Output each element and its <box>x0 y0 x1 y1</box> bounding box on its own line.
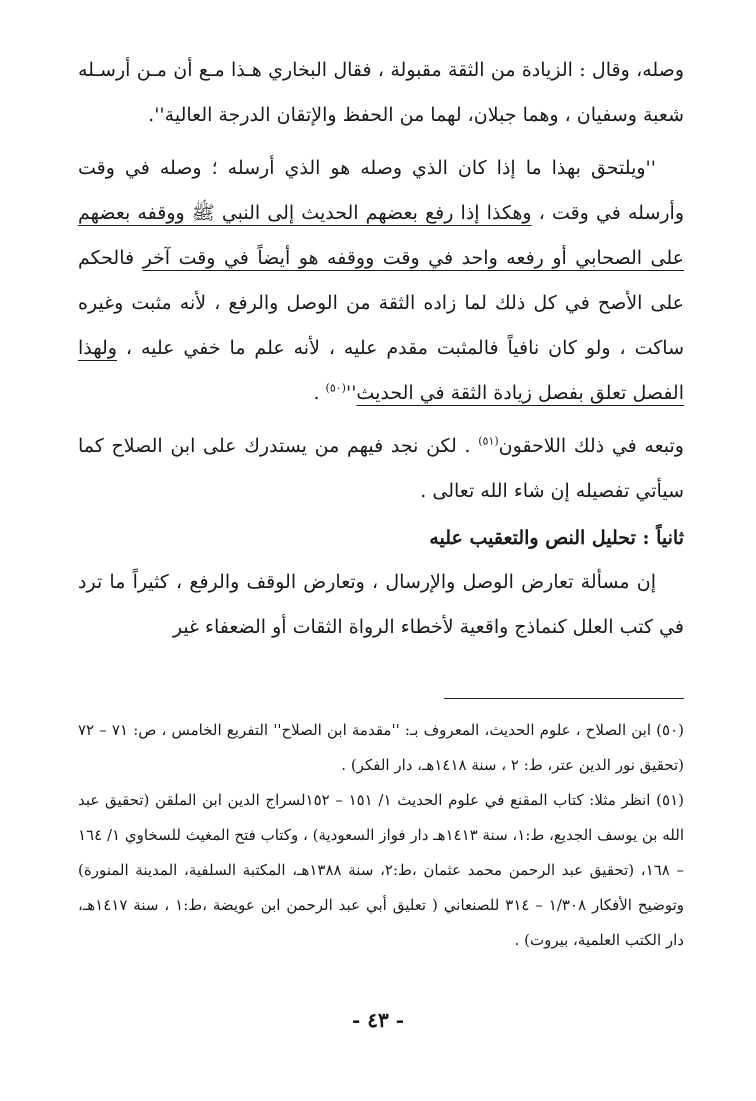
paragraph-1 <box>78 48 684 138</box>
underlined-passage-2: ولهذا الفصل تعلق بفصل زيادة الثقة في الحديث <box>78 337 684 404</box>
footnotes <box>78 713 684 958</box>
paragraph-3 <box>78 424 684 514</box>
section-heading: ثانياً : تحليل النص والتعقيب عليه <box>429 527 684 549</box>
paragraph-4-text: إن مسألة تعارض الوصل والإرسال ، وتعارض الوقف والرفع ، كثيراً ما ترد في كتب العلل كنماذج واقعية لأخطاء الرواة الثقات أو الضعفاء غير <box>78 571 684 638</box>
paragraph-2 <box>78 146 684 416</box>
page-number: - ٤٣ - <box>351 1008 404 1032</box>
quote-end: . <box>313 382 326 404</box>
page-content <box>78 48 684 958</box>
paragraph-3-text-b: . لكن نجد فيهم من يستدرك على ابن الصلاح كما سيأتي تفصيله إن شاء الله تعالى . <box>78 435 684 502</box>
footnote-separator <box>444 698 684 699</box>
quote-text-start: ''ويلتحق بهذا ما إذا كان الذي وصله هو الذي أرسله ؛ وصله في وقت وأرسله في وقت ، <box>78 157 684 224</box>
paragraph-3-text-a: وتبعه في ذلك اللاحقون <box>498 435 684 457</box>
quote-close: '' <box>345 382 357 404</box>
footnote-ref-50: (٥٠) <box>325 381 346 395</box>
quote-text-middle: فالحكم على الأصح في كل ذلك لما زاده الثقة من الوصل والرفع ، لأنه مثبت وغيره ساكت ، ولو كان نافياً فالمثبت مقدم عليه ، لأنه علم ما خفي عليه ، <box>78 247 684 359</box>
paragraph-1-text: وصله، وقال : الزيادة من الثقة مقبولة ، فقال البخاري هـذا مـع أن مـن أرسـله شعبة وسفيان ، وهما جبلان، لهما من الحفظ والإتقان الدرجة العالية''. <box>78 59 684 126</box>
body-text <box>78 48 684 650</box>
underlined-passage-1: وهكذا إذا رفع بعضهم الحديث إلى النبي ﷺ ووقفه بعضهم على الصحابي أو رفعه واحد في وقت ووقفه هو أيضاً في وقت آخر <box>78 202 684 269</box>
paragraph-4 <box>78 560 684 650</box>
footnote-51: (٥١) انظر مثلا: كتاب المقنع في علوم الحديث ١/ ١٥١ – ١٥٢لسراج الدين ابن الملقن (تحقيق عبد الله بن يوسف الجديع، ط:١، سنة ١٤١٣هـ دار فواز السعودية) ، وكتاب فتح المغيث للسخاوي ١/ ١٦٤ – ١٦٨، (تحقيق عبد الرحمن محمد عثمان ،ط:٢، سنة ١٣٨٨هـ، المكتبة السلفية، المدينة المنورة) وتوضيح الأفكار ١/٣٠٨ – ٣١٤ للصنعاني ( تعليق أبي عبد الرحمن ابن عويضة ،ط:١ ، سنة ١٤١٧هـ، دار الكتب العلمية، بيروت) . <box>78 791 685 949</box>
footnote-50: (٥٠) ابن الصلاح ، علوم الحديث، المعروف بـ: ''مقدمة ابن الصلاح'' التفريع الخامس ، ص: ٧١ – ٧٢ (تحقيق نور الدين عتر، ط: ٢ ، سنة ١٤١٨هـ، دار الفكر) . <box>78 721 684 774</box>
footnote-ref-51: (٥١) <box>478 434 499 448</box>
